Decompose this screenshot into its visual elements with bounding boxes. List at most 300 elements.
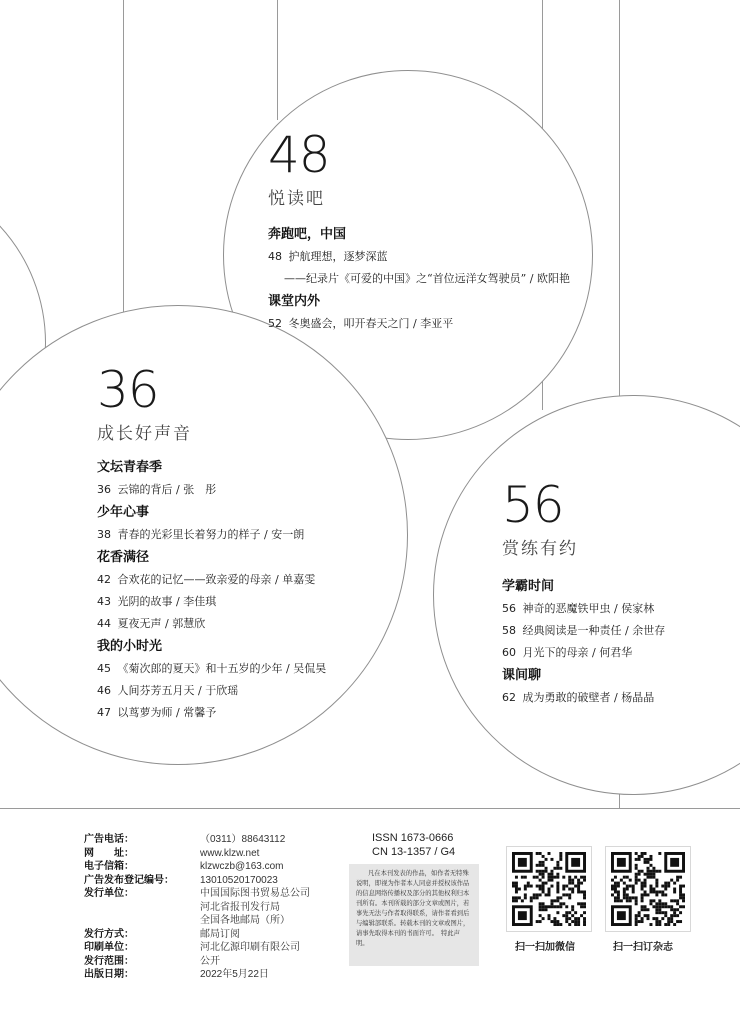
qr-module: [658, 908, 661, 911]
subscribe-qr-label: 扫一扫订杂志: [613, 942, 673, 953]
qr-module: [577, 902, 580, 905]
qr-module: [515, 899, 518, 902]
qr-module: [542, 890, 545, 893]
toc-entry[interactable]: [97, 479, 326, 501]
section-title: 成长好声音: [97, 424, 192, 444]
info-label: 出版日期：: [84, 969, 134, 980]
qr-module: [565, 914, 568, 917]
qr-module: [635, 882, 638, 885]
qr-module: [635, 914, 638, 917]
column-title: 花香满径: [97, 550, 150, 565]
qr-module: [635, 923, 638, 926]
qr-module: [667, 885, 670, 888]
qr-module: [539, 893, 542, 896]
qr-module: [539, 873, 542, 876]
qr-module: [649, 902, 652, 905]
qr-module: [562, 888, 565, 891]
qr-module: [583, 890, 586, 893]
qr-module: [638, 914, 641, 917]
qr-module: [524, 888, 527, 891]
toc-entry[interactable]: [97, 613, 326, 635]
qr-module: [632, 890, 635, 893]
qr-module: [553, 905, 556, 908]
info-value[interactable]: klzwczb@163.com: [200, 861, 284, 872]
qr-module: [539, 902, 542, 905]
qr-module: [644, 890, 647, 893]
qr-module: [521, 899, 524, 902]
qr-module: [635, 920, 638, 923]
qr-module: [632, 896, 635, 899]
qr-module: [518, 888, 521, 891]
qr-module: [649, 888, 652, 891]
qr-module: [545, 905, 548, 908]
section-number: 48: [268, 126, 330, 184]
qr-module: [548, 879, 551, 882]
qr-module: [629, 899, 632, 902]
qr-module: [644, 882, 647, 885]
qr-module: [664, 888, 667, 891]
qr-module: [562, 876, 565, 879]
qr-module: [682, 885, 685, 888]
qr-module: [556, 923, 559, 926]
qr-module: [568, 893, 571, 896]
qr-module: [652, 899, 655, 902]
toc-entry[interactable]: [502, 620, 665, 642]
qr-module: [614, 882, 617, 885]
qr-module: [614, 896, 617, 899]
qr-module: [661, 893, 664, 896]
qr-module: [556, 864, 559, 867]
qr-module: [515, 876, 518, 879]
qr-module: [664, 914, 667, 917]
qr-module: [550, 876, 553, 879]
section-title: 赏练有约: [502, 539, 578, 559]
qr-module: [641, 899, 644, 902]
toc-entry[interactable]: [268, 246, 570, 268]
qr-module: [542, 908, 545, 911]
qr-module: [512, 885, 515, 888]
qr-module: [577, 879, 580, 882]
qr-module: [536, 920, 539, 923]
qr-module: [647, 858, 650, 861]
qr-module: [550, 905, 553, 908]
qr-module: [679, 890, 682, 893]
qr-module: [673, 882, 676, 885]
qr-module: [565, 911, 568, 914]
qr-module: [655, 911, 658, 914]
toc-entry[interactable]: [502, 598, 665, 620]
qr-module: [626, 885, 629, 888]
qr-module: [536, 893, 539, 896]
qr-module: [649, 864, 652, 867]
qr-module: [583, 876, 586, 879]
qr-module: [542, 855, 545, 858]
qr-module: [556, 888, 559, 891]
qr-module: [682, 896, 685, 899]
qr-module: [667, 905, 670, 908]
qr-module: [667, 923, 670, 926]
qr-module: [644, 893, 647, 896]
qr-module: [644, 905, 647, 908]
qr-module: [548, 917, 551, 920]
qr-module: [620, 899, 623, 902]
qr-module: [571, 858, 580, 867]
qr-module: [574, 911, 577, 914]
info-value: （0311）88643112: [200, 834, 286, 845]
qr-module: [536, 885, 539, 888]
qr-module: [556, 867, 559, 870]
page-number: 48: [268, 250, 282, 263]
qr-module: [571, 905, 574, 908]
qr-module: [658, 852, 661, 855]
qr-module: [574, 876, 577, 879]
qr-module: [647, 870, 650, 873]
info-row: [84, 887, 310, 901]
toc-entry[interactable]: [268, 313, 570, 335]
toc-entry[interactable]: [97, 658, 326, 680]
qr-module: [524, 885, 527, 888]
qr-module: [670, 905, 673, 908]
qr-module: [641, 870, 644, 873]
qr-module: [617, 885, 620, 888]
qr-module: [647, 876, 650, 879]
qr-module: [545, 858, 548, 861]
entry-title: 护航理想，逐梦深蓝: [288, 250, 388, 263]
entry-title: 以茑萝为师 / 常馨予: [117, 706, 217, 719]
toc-entry[interactable]: [97, 702, 326, 724]
qr-module: [664, 905, 667, 908]
qr-module: [658, 870, 661, 873]
qr-module: [571, 882, 574, 885]
info-value: 2022年5月22日: [200, 969, 269, 980]
qr-code-icon: [512, 852, 586, 926]
qr-module: [614, 890, 617, 893]
qr-module: [553, 920, 556, 923]
entry-title: 月光下的母亲 / 何君华: [522, 646, 633, 659]
qr-module: [515, 896, 518, 899]
qr-module: [545, 908, 548, 911]
qr-module: [577, 923, 580, 926]
info-row: [84, 928, 310, 942]
qr-module: [524, 876, 527, 879]
entry-title: 成为勇敢的破壁者 / 杨晶晶: [522, 691, 655, 704]
toc-entry[interactable]: [97, 524, 326, 546]
qr-module: [542, 864, 545, 867]
qr-module: [565, 905, 568, 908]
qr-module: [571, 914, 574, 917]
qr-module: [571, 879, 574, 882]
grid-line: [277, 0, 278, 120]
qr-module: [568, 882, 571, 885]
column-title: 少年心事: [97, 505, 150, 520]
qr-module: [539, 879, 542, 882]
qr-module: [565, 885, 568, 888]
qr-module: [577, 917, 580, 920]
qr-module: [559, 858, 562, 861]
qr-module: [583, 905, 586, 908]
qr-module: [661, 902, 664, 905]
qr-module: [676, 876, 679, 879]
qr-module: [664, 893, 667, 896]
qr-module: [673, 899, 676, 902]
qr-module: [512, 882, 515, 885]
qr-module: [556, 896, 559, 899]
qr-module: [539, 861, 542, 864]
qr-module: [548, 876, 551, 879]
qr-module: [556, 890, 559, 893]
qr-module: [550, 870, 553, 873]
qr-module: [655, 908, 658, 911]
qr-module: [641, 888, 644, 891]
qr-module: [583, 879, 586, 882]
qr-module: [670, 899, 673, 902]
column-title: 奔跑吧，中国: [268, 227, 347, 242]
qr-module: [559, 867, 562, 870]
qr-module: [638, 870, 641, 873]
entry-title: 《菊次郎的夏天》和十五岁的少年 / 吴侃昊: [117, 662, 327, 675]
info-row: [84, 901, 310, 915]
qr-module: [655, 893, 658, 896]
qr-module: [679, 905, 682, 908]
qr-module: [542, 885, 545, 888]
qr-module: [565, 893, 568, 896]
qr-module: [568, 917, 571, 920]
info-row: [84, 968, 310, 982]
toc-entry[interactable]: [97, 680, 326, 702]
qr-module: [638, 873, 641, 876]
qr-module: [629, 879, 632, 882]
toc-entry-continued[interactable]: [268, 268, 570, 290]
qr-module: [635, 899, 638, 902]
qr-module: [658, 890, 661, 893]
qr-module: [632, 888, 635, 891]
qr-module: [533, 876, 536, 879]
entry-title: 青春的光彩里长着努力的样子 / 安一朗: [117, 528, 305, 541]
qr-module: [647, 867, 650, 870]
qr-module: [568, 911, 571, 914]
qr-module: [644, 908, 647, 911]
qr-module: [682, 905, 685, 908]
qr-module: [539, 908, 542, 911]
qr-module: [562, 902, 565, 905]
toc-entry[interactable]: [502, 642, 665, 664]
qr-module: [638, 858, 641, 861]
qr-module: [670, 917, 673, 920]
qr-module: [559, 905, 562, 908]
qr-module: [550, 899, 553, 902]
qr-module: [626, 876, 629, 879]
qr-module: [658, 899, 661, 902]
info-row: [84, 955, 310, 969]
qr-module: [611, 879, 614, 882]
info-value: 全国各地邮局（所）: [200, 915, 290, 926]
qr-module: [644, 914, 647, 917]
qr-module: [641, 896, 644, 899]
qr-module: [667, 920, 670, 923]
qr-module: [539, 885, 542, 888]
qr-module: [641, 882, 644, 885]
grid-line: [123, 0, 124, 318]
qr-module: [644, 852, 647, 855]
qr-module: [556, 873, 559, 876]
info-row: [84, 847, 310, 861]
qr-module: [580, 876, 583, 879]
qr-module: [512, 896, 515, 899]
qr-module: [539, 914, 542, 917]
section-56: [502, 476, 666, 709]
wechat-qr-code[interactable]: [506, 846, 592, 932]
qr-module: [638, 879, 641, 882]
qr-module: [550, 858, 553, 861]
qr-module: [673, 923, 676, 926]
qr-module: [545, 870, 548, 873]
column-title: 课堂内外: [268, 294, 321, 309]
qr-module: [565, 920, 568, 923]
qr-module: [614, 885, 617, 888]
qr-module: [679, 896, 682, 899]
qr-module: [635, 896, 638, 899]
section-number: 56: [502, 476, 564, 534]
info-value: 邮局订阅: [200, 928, 240, 940]
subscribe-qr-code[interactable]: [605, 846, 691, 932]
qr-module: [571, 908, 574, 911]
qr-module: [623, 893, 626, 896]
info-label: 广告发布登记编号：: [84, 874, 174, 886]
qr-module: [670, 858, 679, 867]
qr-module: [638, 920, 641, 923]
qr-module: [583, 896, 586, 899]
qr-module: [647, 908, 650, 911]
toc-entry[interactable]: [97, 569, 326, 591]
page-number: 44: [97, 617, 111, 630]
info-label: [84, 901, 200, 915]
qr-module: [574, 923, 577, 926]
qr-module: [644, 861, 647, 864]
qr-module: [568, 923, 571, 926]
qr-module: [658, 902, 661, 905]
qr-module: [548, 914, 551, 917]
qr-module: [515, 882, 518, 885]
qr-module: [670, 914, 673, 917]
issn-block: [372, 831, 455, 859]
page-number: 38: [97, 528, 111, 541]
toc-entry[interactable]: [502, 687, 665, 709]
qr-module: [548, 890, 551, 893]
qr-module: [667, 917, 670, 920]
qr-module: [574, 885, 577, 888]
qr-module: [682, 893, 685, 896]
qr-module: [568, 896, 571, 899]
qr-module: [542, 917, 545, 920]
entry-title: 云锦的背后 / 张 彤: [117, 483, 217, 496]
qr-module: [623, 876, 626, 879]
info-row: [84, 874, 310, 888]
qr-module: [580, 902, 583, 905]
info-row: [84, 833, 310, 847]
qr-module: [641, 920, 644, 923]
qr-module: [548, 905, 551, 908]
qr-module: [550, 879, 553, 882]
qr-module: [649, 876, 652, 879]
qr-module: [515, 888, 518, 891]
wechat-qr-label: 扫一扫加微信: [515, 942, 575, 953]
qr-module: [583, 920, 586, 923]
qr-module: [673, 908, 676, 911]
qr-module: [655, 920, 658, 923]
qr-module: [670, 920, 673, 923]
qr-module: [545, 882, 548, 885]
qr-module: [553, 917, 556, 920]
qr-module: [571, 890, 574, 893]
entry-title: 夏夜无声 / 郭慧欣: [117, 617, 206, 630]
qr-module: [556, 876, 559, 879]
column-title: 课间聊: [502, 668, 542, 683]
qr-module: [553, 867, 556, 870]
info-value[interactable]: www.klzw.net: [200, 847, 260, 859]
qr-module: [536, 876, 539, 879]
info-value: 河北亿源印刷有限公司: [200, 942, 300, 953]
qr-module: [647, 917, 650, 920]
qr-module: [682, 899, 685, 902]
qr-module: [644, 873, 647, 876]
qr-module: [553, 876, 556, 879]
qr-module: [626, 893, 629, 896]
entry-title: 经典阅读是一种责任 / 余世存: [522, 624, 666, 637]
qr-module: [673, 890, 676, 893]
qr-module: [583, 893, 586, 896]
qr-module: [661, 911, 664, 914]
qr-module: [617, 911, 626, 920]
qr-module: [676, 920, 679, 923]
qr-module: [530, 885, 533, 888]
qr-module: [649, 923, 652, 926]
qr-module: [632, 885, 635, 888]
qr-module: [550, 873, 553, 876]
info-label: 广告电话：: [84, 834, 134, 845]
qr-module: [548, 893, 551, 896]
qr-module: [545, 893, 548, 896]
qr-module: [641, 852, 644, 855]
qr-module: [617, 858, 626, 867]
info-row: [84, 941, 310, 955]
qr-module: [542, 861, 545, 864]
qr-module: [623, 888, 626, 891]
qr-module: [542, 905, 545, 908]
qr-module: [676, 879, 679, 882]
qr-module: [670, 879, 673, 882]
qr-module: [574, 920, 577, 923]
qr-module: [542, 902, 545, 905]
qr-module: [542, 873, 545, 876]
qr-module: [664, 923, 667, 926]
qr-module: [565, 917, 568, 920]
qr-module: [559, 852, 562, 855]
qr-module: [548, 873, 551, 876]
qr-module: [641, 855, 644, 858]
toc-entry[interactable]: [97, 591, 326, 613]
qr-module: [644, 858, 647, 861]
qr-module: [679, 888, 682, 891]
qr-module: [664, 911, 667, 914]
qr-module: [635, 864, 638, 867]
info-row: [84, 914, 310, 928]
qr-module: [553, 923, 556, 926]
qr-module: [655, 885, 658, 888]
qr-module: [635, 867, 638, 870]
qr-module: [583, 902, 586, 905]
qr-module: [647, 861, 650, 864]
qr-module: [577, 885, 580, 888]
